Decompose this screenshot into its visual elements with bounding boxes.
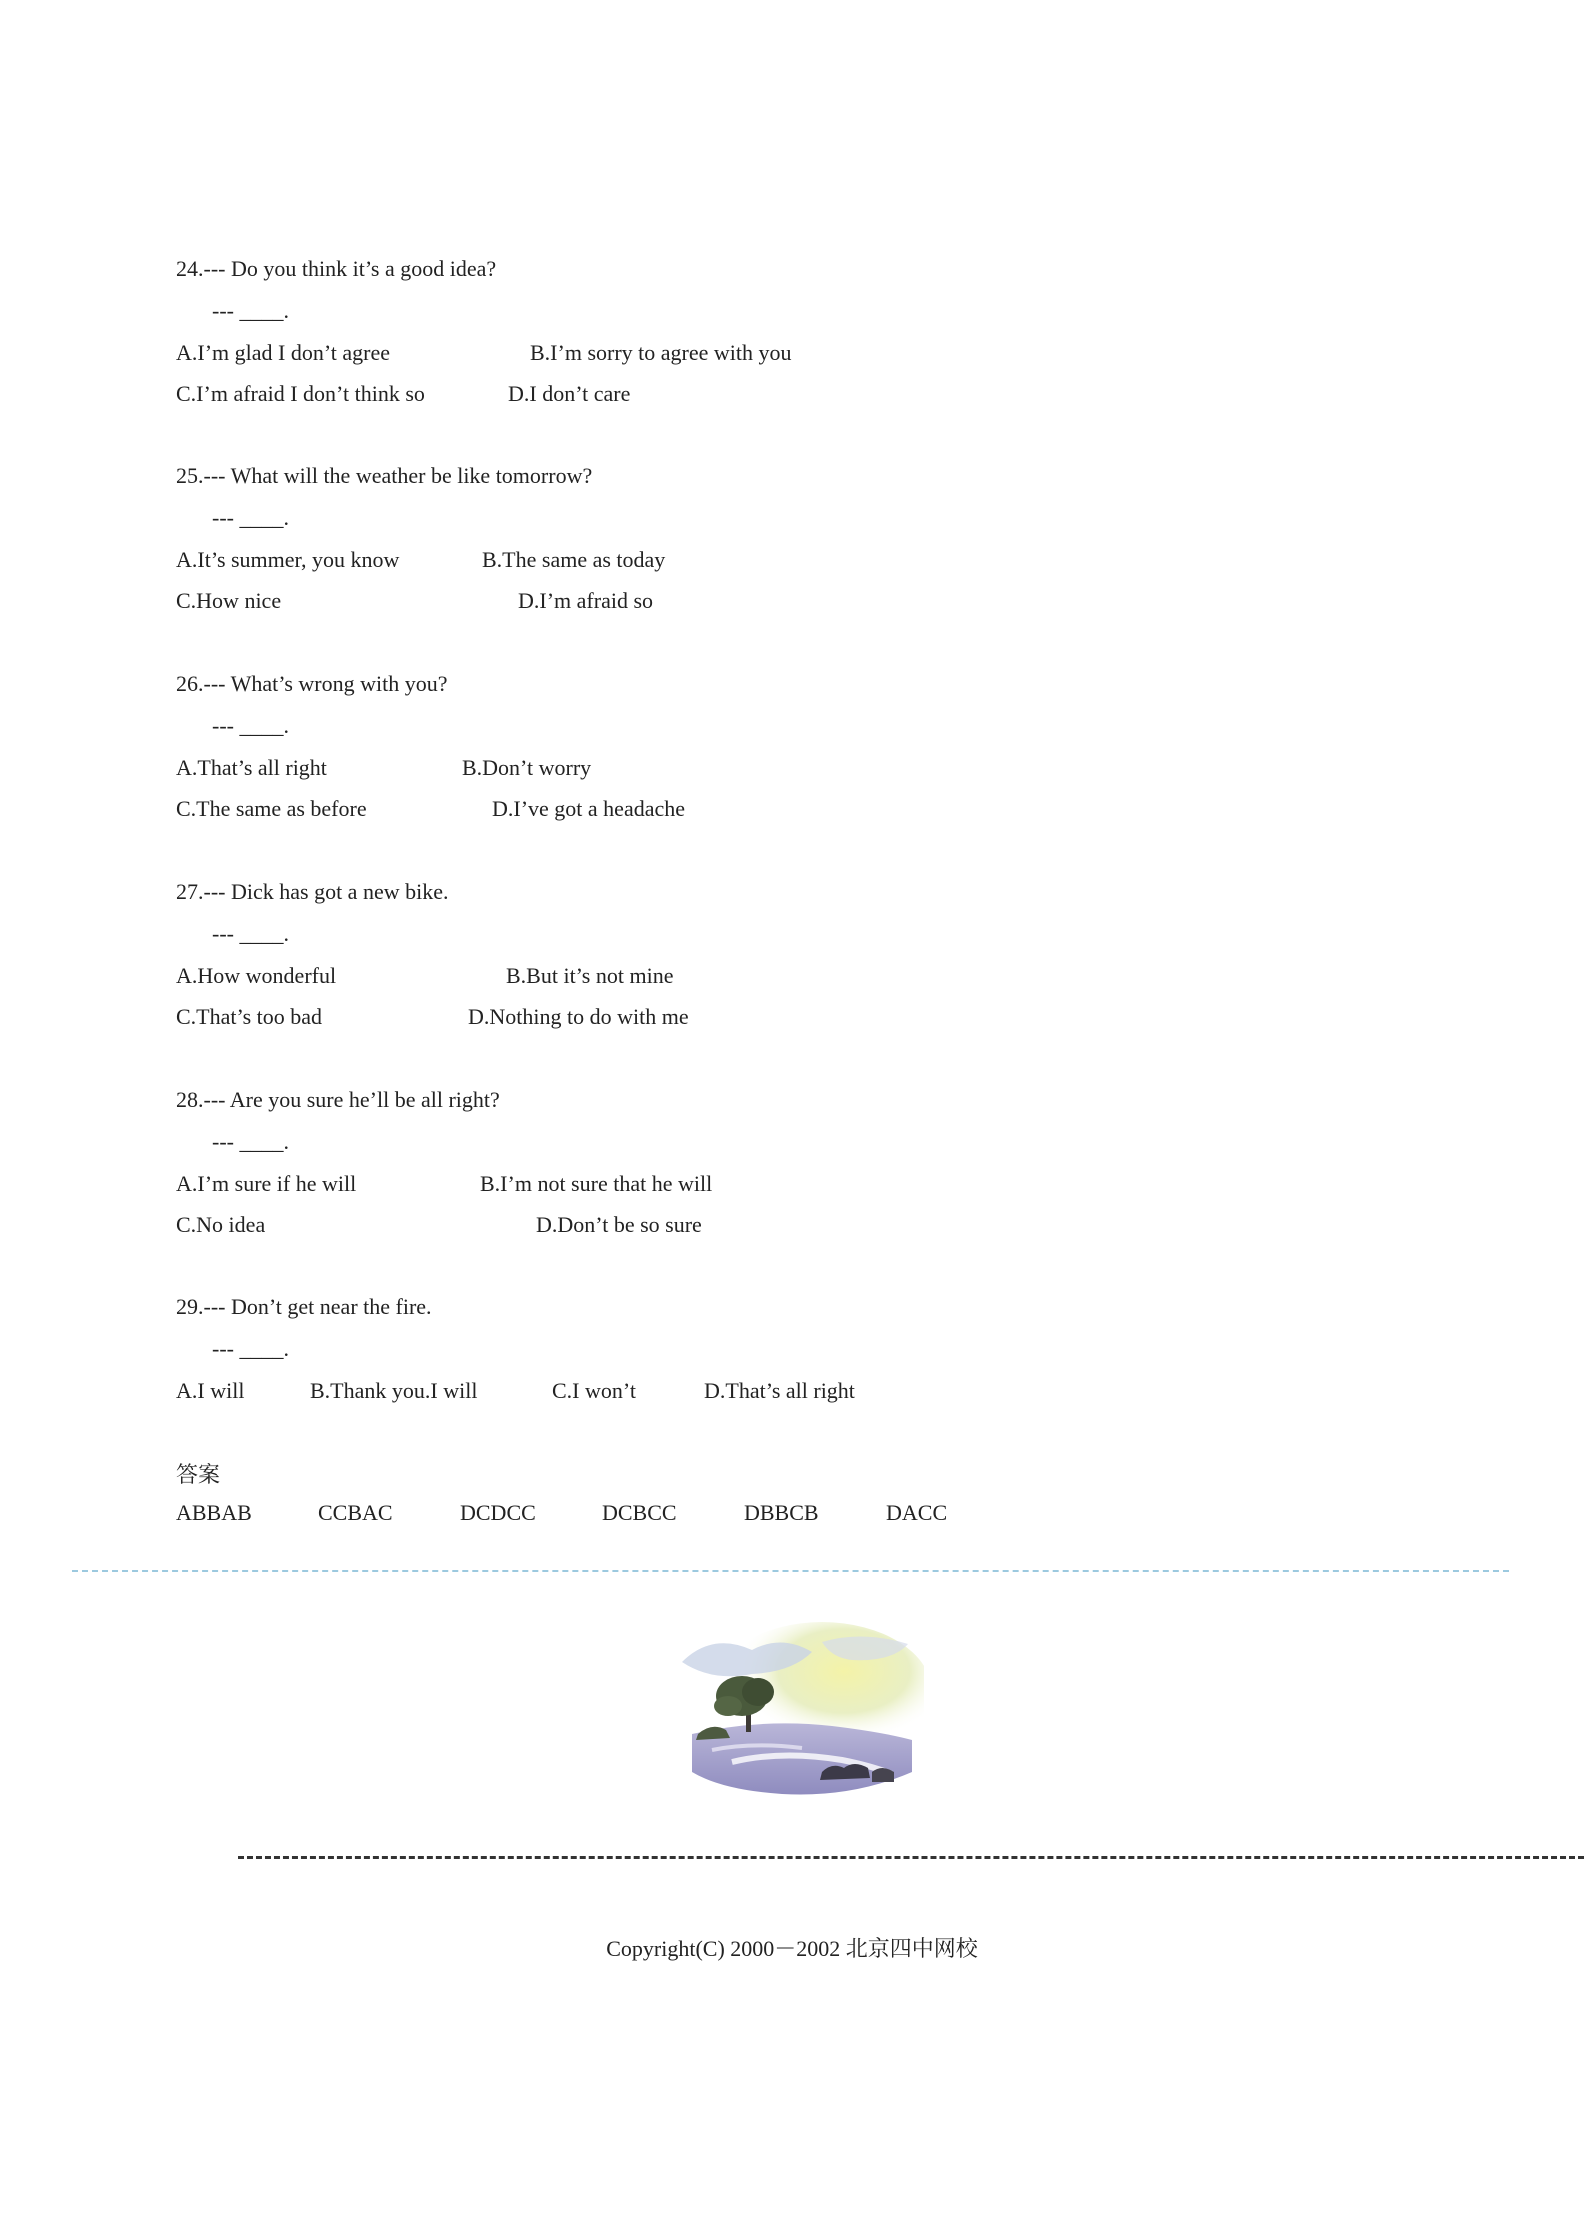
option-d: D.I don’t care [508,381,631,406]
answer-group: DCBCC [602,1500,677,1525]
question-prompt: 28.--- Are you sure he’ll be all right? [176,1087,500,1112]
question-prompt: 27.--- Dick has got a new bike. [176,879,449,904]
option-c: C.The same as before [176,796,367,821]
option-b: B.The same as today [482,547,666,572]
question-28 [176,1087,1276,1247]
option-a: A.That’s all right [176,755,327,780]
option-c: C.How nice [176,588,282,613]
question-reply-blank: --- ____. [212,1129,289,1154]
question-25 [176,463,1276,623]
option-b: B.Thank you.I will [310,1378,478,1403]
option-b: B.But it’s not mine [506,963,674,988]
option-a: A.It’s summer, you know [176,547,400,572]
option-d: D.I’m afraid so [518,588,654,613]
question-reply-blank: --- ____. [212,298,289,323]
question-prompt: 26.--- What’s wrong with you? [176,671,448,696]
question-26 [176,671,1276,831]
option-c: C.I won’t [552,1378,636,1403]
question-reply-blank: --- ____. [212,713,289,738]
option-c: C.I’m afraid I don’t think so [176,381,425,406]
question-reply-blank: --- ____. [212,505,289,530]
footer-rule [238,1856,1584,1859]
option-a: A.I’m glad I don’t agree [176,340,391,365]
question-prompt: 25.--- What will the weather be like tomorrow? [176,463,593,488]
option-d: D.Nothing to do with me [468,1004,689,1029]
question-27 [176,879,1276,1039]
option-d: D.That’s all right [704,1378,855,1403]
answer-group: DACC [886,1500,948,1525]
section-divider [72,1570,1509,1572]
option-c: C.That’s too bad [176,1004,323,1029]
answer-key-row [176,1500,1176,1530]
question-reply-blank: --- ____. [212,1336,289,1361]
option-b: B.Don’t worry [462,755,592,780]
question-reply-blank: --- ____. [212,921,289,946]
option-d: D.I’ve got a headache [492,796,686,821]
answer-group: CCBAC [318,1500,393,1525]
option-b: B.I’m not sure that he will [480,1171,713,1196]
option-a: A.How wonderful [176,963,337,988]
option-b: B.I’m sorry to agree with you [530,340,792,365]
answer-group: ABBAB [176,1500,252,1525]
question-prompt: 29.--- Don’t get near the fire. [176,1294,432,1319]
question-prompt: 24.--- Do you think it’s a good idea? [176,256,497,281]
option-a: A.I’m sure if he will [176,1171,357,1196]
answer-group: DCDCC [460,1500,536,1525]
option-d: D.Don’t be so sure [536,1212,702,1237]
answer-group: DBBCB [744,1500,819,1525]
option-c: C.No idea [176,1212,266,1237]
copyright-text: Copyright(C) 2000－2002 北京四中网校 [606,1936,978,1961]
option-a: A.I will [176,1378,245,1403]
landscape-illustration [672,1622,924,1814]
question-29 [176,1294,1276,1414]
question-24 [176,256,1276,416]
answer-key-title: 答案 [176,1462,221,1487]
